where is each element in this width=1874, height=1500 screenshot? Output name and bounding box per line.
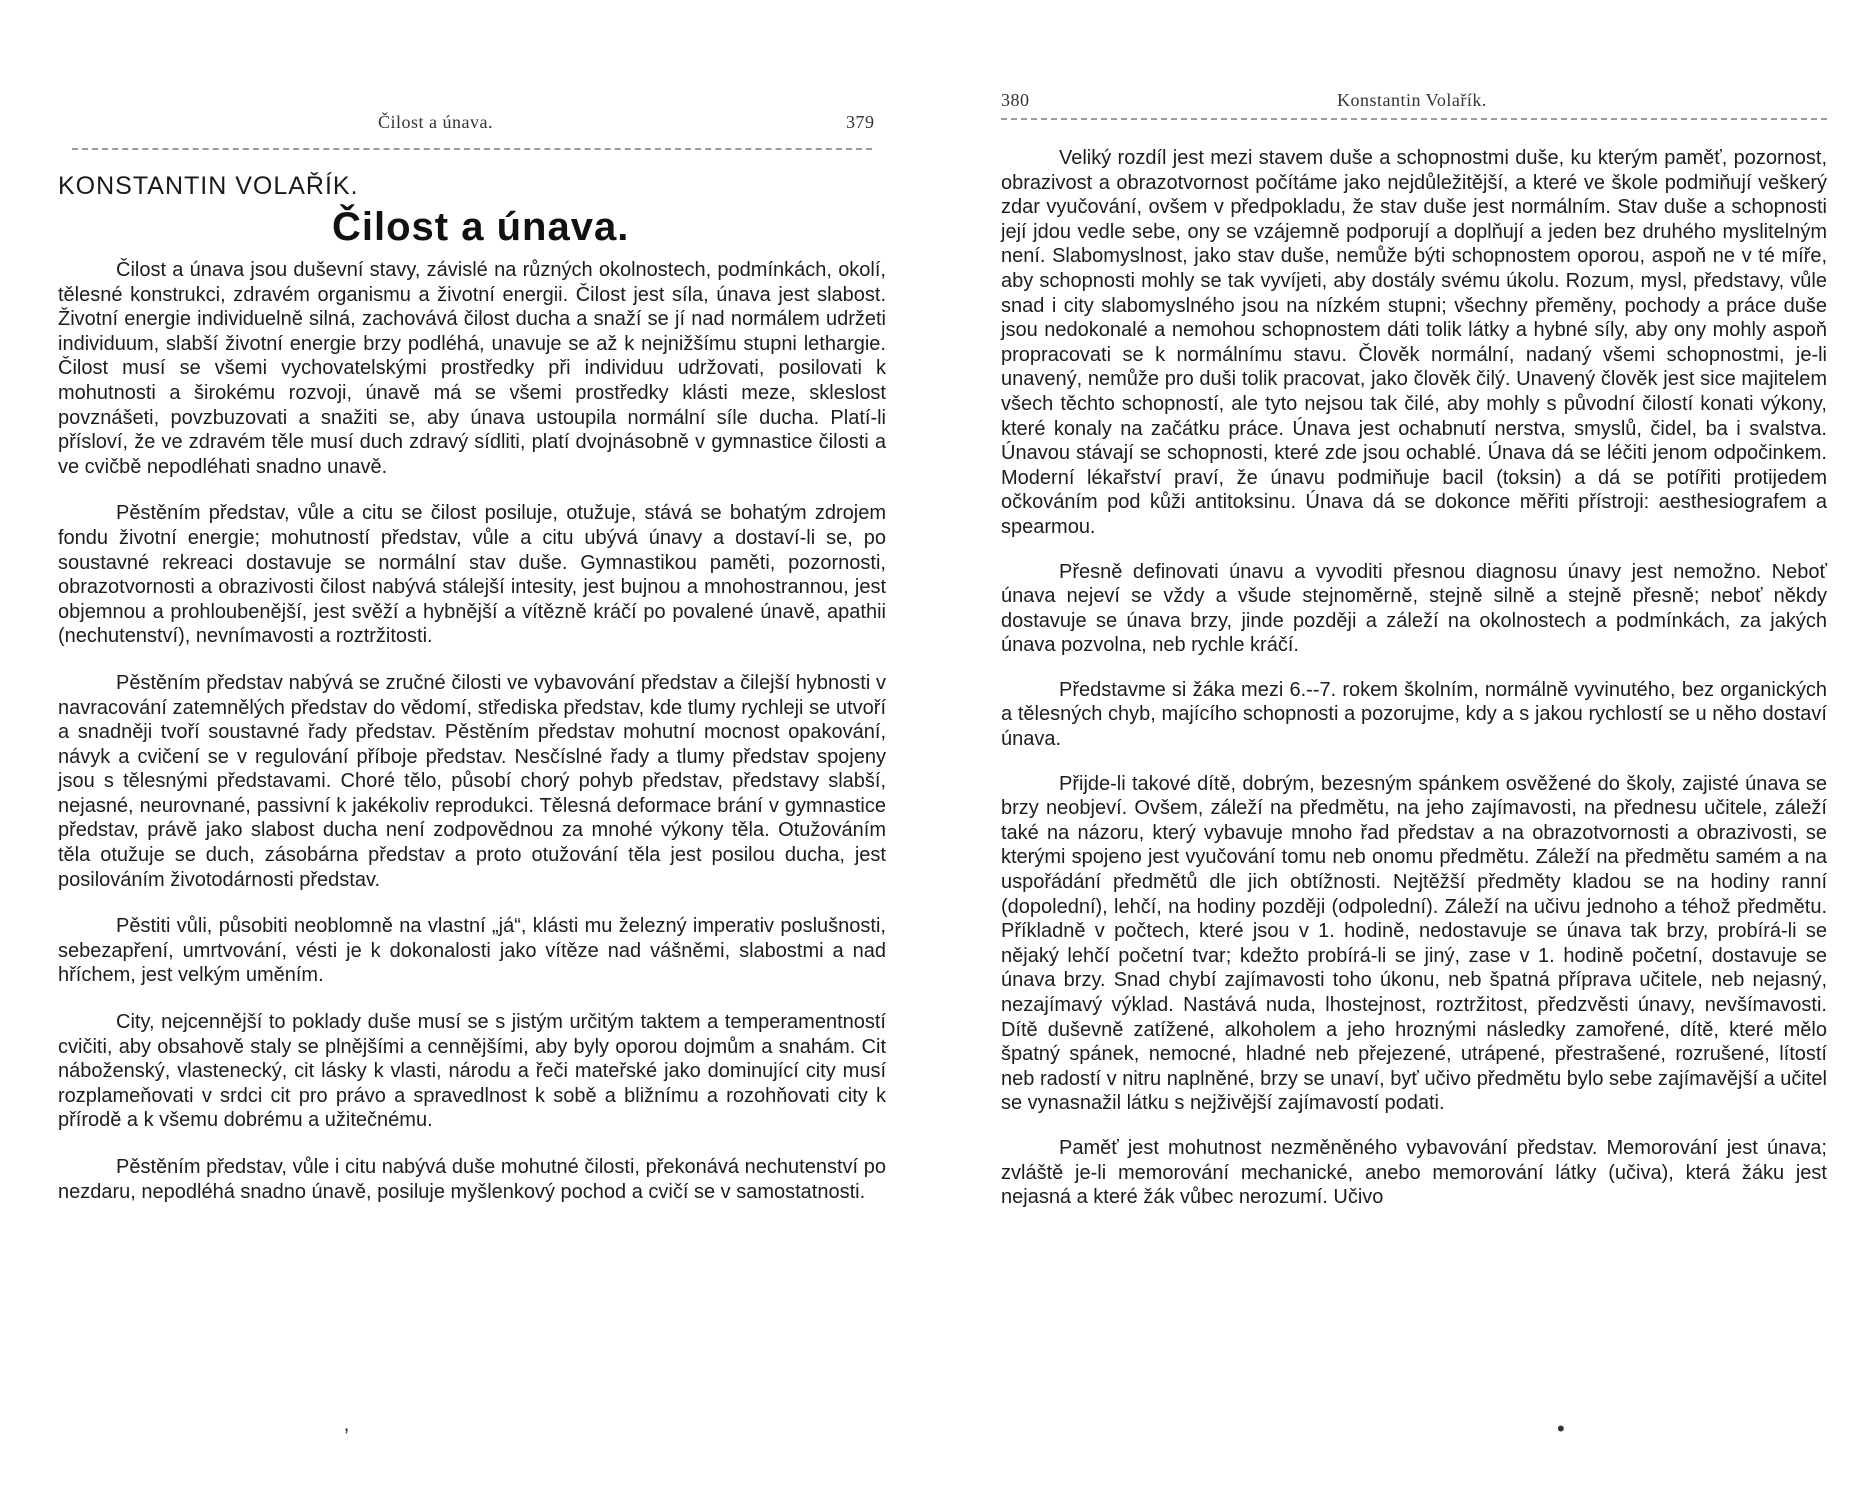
paragraph: Pěstěním představ nabývá se zručné čilosti ve vybavování představ a čilejší hybnosti v navracování zatemnělých představ do vědomí, střediska představ, kde tlumy rychleji se utvoří a snadněji tvoří soustavné řady představ. Pěstěním představ mohutní mocnost opakování, návyk a cvičení se v regulování příboje představ. Nesčíslné řady a tlumy představ spojeny jsou s tělesnými představami. Choré tělo, působí chorý pohyb představ, představy slabší, nejasné, neurovnané, passivní k jakékoliv reprodukci. Tělesná deformace brání v gymnastice představ, právě jako slabost ducha není zodpovědnou za mnohé výkony těla. Otužováním těla otužuje se duch, zásobárna představ a proto otužování těla jest posilou ducha, jest posilováním životodárnosti představ. (58, 671, 886, 891)
right-page-number: 380 (1001, 90, 1030, 110)
left-header-rule (72, 148, 872, 150)
paragraph: Přijde-li takové dítě, dobrým, bezesným spánkem osvěžené do školy, zajisté únava se brzy neobjeví. Ovšem, záleží na předmětu, na jeho zajímavosti, na přednesu učitele, záleží také na názoru, který vybavuje mnoho řad představ a na obrazotvornosti a obrazivosti, se kterými spojeno jest vyučování tomu neb onomu předmětu. Záleží na předmětu samém a na uspořádání předmětů dle jich obtížnosti. Nejtěžší předměty kladou se na hodiny ranní (dopolední), lehčí, na hodiny později (odpolední). Záleží na učivu jednoho a téhož předmětu. Příkladně v počtech, které jsou v 1. hodině, nedostavuje se únava tak brzy, probírá-li se nějaký lehčí početní tvar; kdežto probírá-li se jiný, zase v 1. hodině početní, dostavuje se únava brzy. Snad chybí zajímavosti toho úkonu, neb špatná příprava učitele, neb nejasný, nezajímavý výklad. Nastává nuda, lhostejnost, roztržitost, předzvěsti únavy, nevšímavosti. Dítě duševně zatížené, alkoholem a jeho hroznými následky zamořené, dítě, které mělo špatný spánek, nemocné, hladné neb přejezené, utrápené, přestrašené, rozrušené, lítostí neb radostí v nitru naplněné, brzy se unaví, byť učivo předmětu bylo sebe zajímavější a učitel se vynasnažil látku s nejživější zajímavostí podati. (1001, 772, 1827, 1115)
right-header-rule (1001, 118, 1827, 120)
right-running-head: Konstantin Volařík. (1337, 90, 1487, 110)
print-speck: ’ (344, 1424, 349, 1449)
left-body-text (58, 258, 886, 1226)
left-running-head: Čilost a únava. (378, 112, 493, 132)
paragraph: Paměť jest mohutnost nezměněného vybavování představ. Memorování jest únava; zvláště je-li memorování mechanické, anebo memorování látky (učiva), která žáku jest nejasná a které žák vůbec nerozumí. Učivo (1001, 1136, 1827, 1209)
paragraph: Pěstěním představ, vůle i citu nabývá duše mohutné čilosti, překonává nechutenství po nezdaru, nepodléhá snadno únavě, posiluje myšlenkový pochod a cvičí se v samostatnosti. (58, 1156, 886, 1203)
article-author: KONSTANTIN VOLAŘÍK. (58, 172, 359, 200)
paragraph: Veliký rozdíl jest mezi stavem duše a schopnostmi duše, ku kterým paměť, pozornost, obrazivost a obrazotvornost počítáme jako nejdůležitější, a které ve škole podmiňují veškerý zdar vyučování, ovšem v předpokladu, že stav duše jest normálním. Stav duše a schopnosti její jdou vedle sebe, ony se vzájemně podporují a doplňují a jeden bez druhého myslitelným není. Slabomyslnost, jako stav duše, nemůže býti schopnostem oporou, aspoň ne v té míře, aby schopnosti mohly se tak vyvíjeti, aby dostály svému úkolu. Rozum, mysl, představy, vůle snad i city slabomyslného jsou na nízkém stupni; všechny přeměny, pochody a práce duše jsou nedokonalé a nemohou schopnostem dáti tolik látky a hybné síly, aby ony mohly aspoň propracovati se k normálnímu stavu. Člověk normální, nadaný všemi schopnostmi, je-li unavený, nemůže pro duši tolik pracovat, jako člověk čilý. Unavený člověk jest sice majitelem všech těchto schopností, ale tyto nejsou tak čilé, aby mohly s původní čilostí konati výkony, které konaly na začátku práce. Únava jest ochabnutí nerstva, smyslů, čidel, ba i svalstva. Únavou stávají se schopnosti, které zde jsou ochablé. Únava dá se léčiti jenom odpočinkem. Moderní lékařství praví, že únavu podmiňuje bacil (toksin) a dá se potířiti protijedem očkováním pod kůži antitoksinu. Únava dá se dokonce měřiti přístroji: aesthesiografem a spearmou. (1001, 147, 1827, 538)
article-title: Čilost a únava. (332, 205, 630, 249)
paragraph: Pěstěním představ, vůle a citu se čilost posiluje, otužuje, stává se bohatým zdrojem fondu životní energie; mohutností představ, vůle a citu ubývá únavy a dostaví-li se, po soustavné rekreaci dostavuje se normální stav duše. Gymnastikou paměti, pozornosti, obrazotvornosti a obrazivosti čilost nabývá stálejší intesity, jest bujnou a mnohostrannou, jest objemnou a prohloubenější, jest svěží a hybnější a vítězně kráčí po povalené únavě, apathii (nechutenství), nevnímavosti a roztržitosti. (58, 502, 886, 648)
paragraph: Čilost a únava jsou duševní stavy, závislé na různých okolnostech, podmínkách, okolí, tělesné konstrukci, zdravém organismu a životní energii. Čilost jest síla, únava jest slabost. Životní energie individuelně silná, zachovává čilost ducha a snaží se jí nad normálem udržeti individuum, slabší životní energie brzy podléhá, unavuje se až k nejnižšímu stupni lethargie. Čilost musí se všemi vychovatelskými prostředky při individuu udržovati, posilovati k mohutnosti a širokému rozvoji, únavě má se všemi prostředky klásti meze, skleslost povznášeti, povzbuzovati a snažiti se, aby únava ustoupila normální síle ducha. Platí-li přísloví, že ve zdravém těle musí duch zdravý sídliti, platí dvojnásobně v gymnastice čilosti a ve cvičbě nepodléhati snadno unavě. (58, 259, 886, 478)
left-page-number: 379 (846, 112, 875, 132)
paragraph: Představme si žáka mezi 6.--7. rokem školním, normálně vyvinutého, bez organických a tělesných chyb, majícího schopnosti a pozorujme, kdy a s jakou rychlostí se u něho dostaví únava. (1001, 678, 1827, 751)
paragraph: Přesně definovati únavu a vyvoditi přesnou diagnosu únavy jest nemožno. Neboť únava nejeví se vždy a všude stejnoměrně, stejně silně a stejně přesně; neboť někdy dostavuje se únava brzy, jinde později a záleží na okolnostech a podmínkách, za jakých únava pozvolna, neb rychle kráčí. (1001, 560, 1827, 657)
paragraph: Pěstiti vůli, působiti neoblomně na vlastní „já“, klásti mu železný imperativ poslušnosti, sebezapření, umrtvování, vésti je k dokonalosti jako vítěze nad vášněmi, slabostmi a nad hříchem, jest velkým uměním. (58, 915, 886, 987)
right-body-text (1001, 146, 1827, 1230)
print-speck: • (1557, 1416, 1565, 1441)
paragraph: City, nejcennější to poklady duše musí se s jistým určitým taktem a temperamentností cvičiti, aby obsahově staly se plnějšími a cennějšími, aby byly oporou dojmům a snahám. Cit náboženský, vlastenecký, cit lásky k vlasti, národu a řeči mateřské jako dominující city musí rozplameňovati v srdci cit pro právo a spravedlnost k sobě a bližnímu a rozohňovati city k přírodě a k všemu dobrému a užitečnému. (58, 1011, 886, 1132)
right-page (937, 0, 1874, 1500)
